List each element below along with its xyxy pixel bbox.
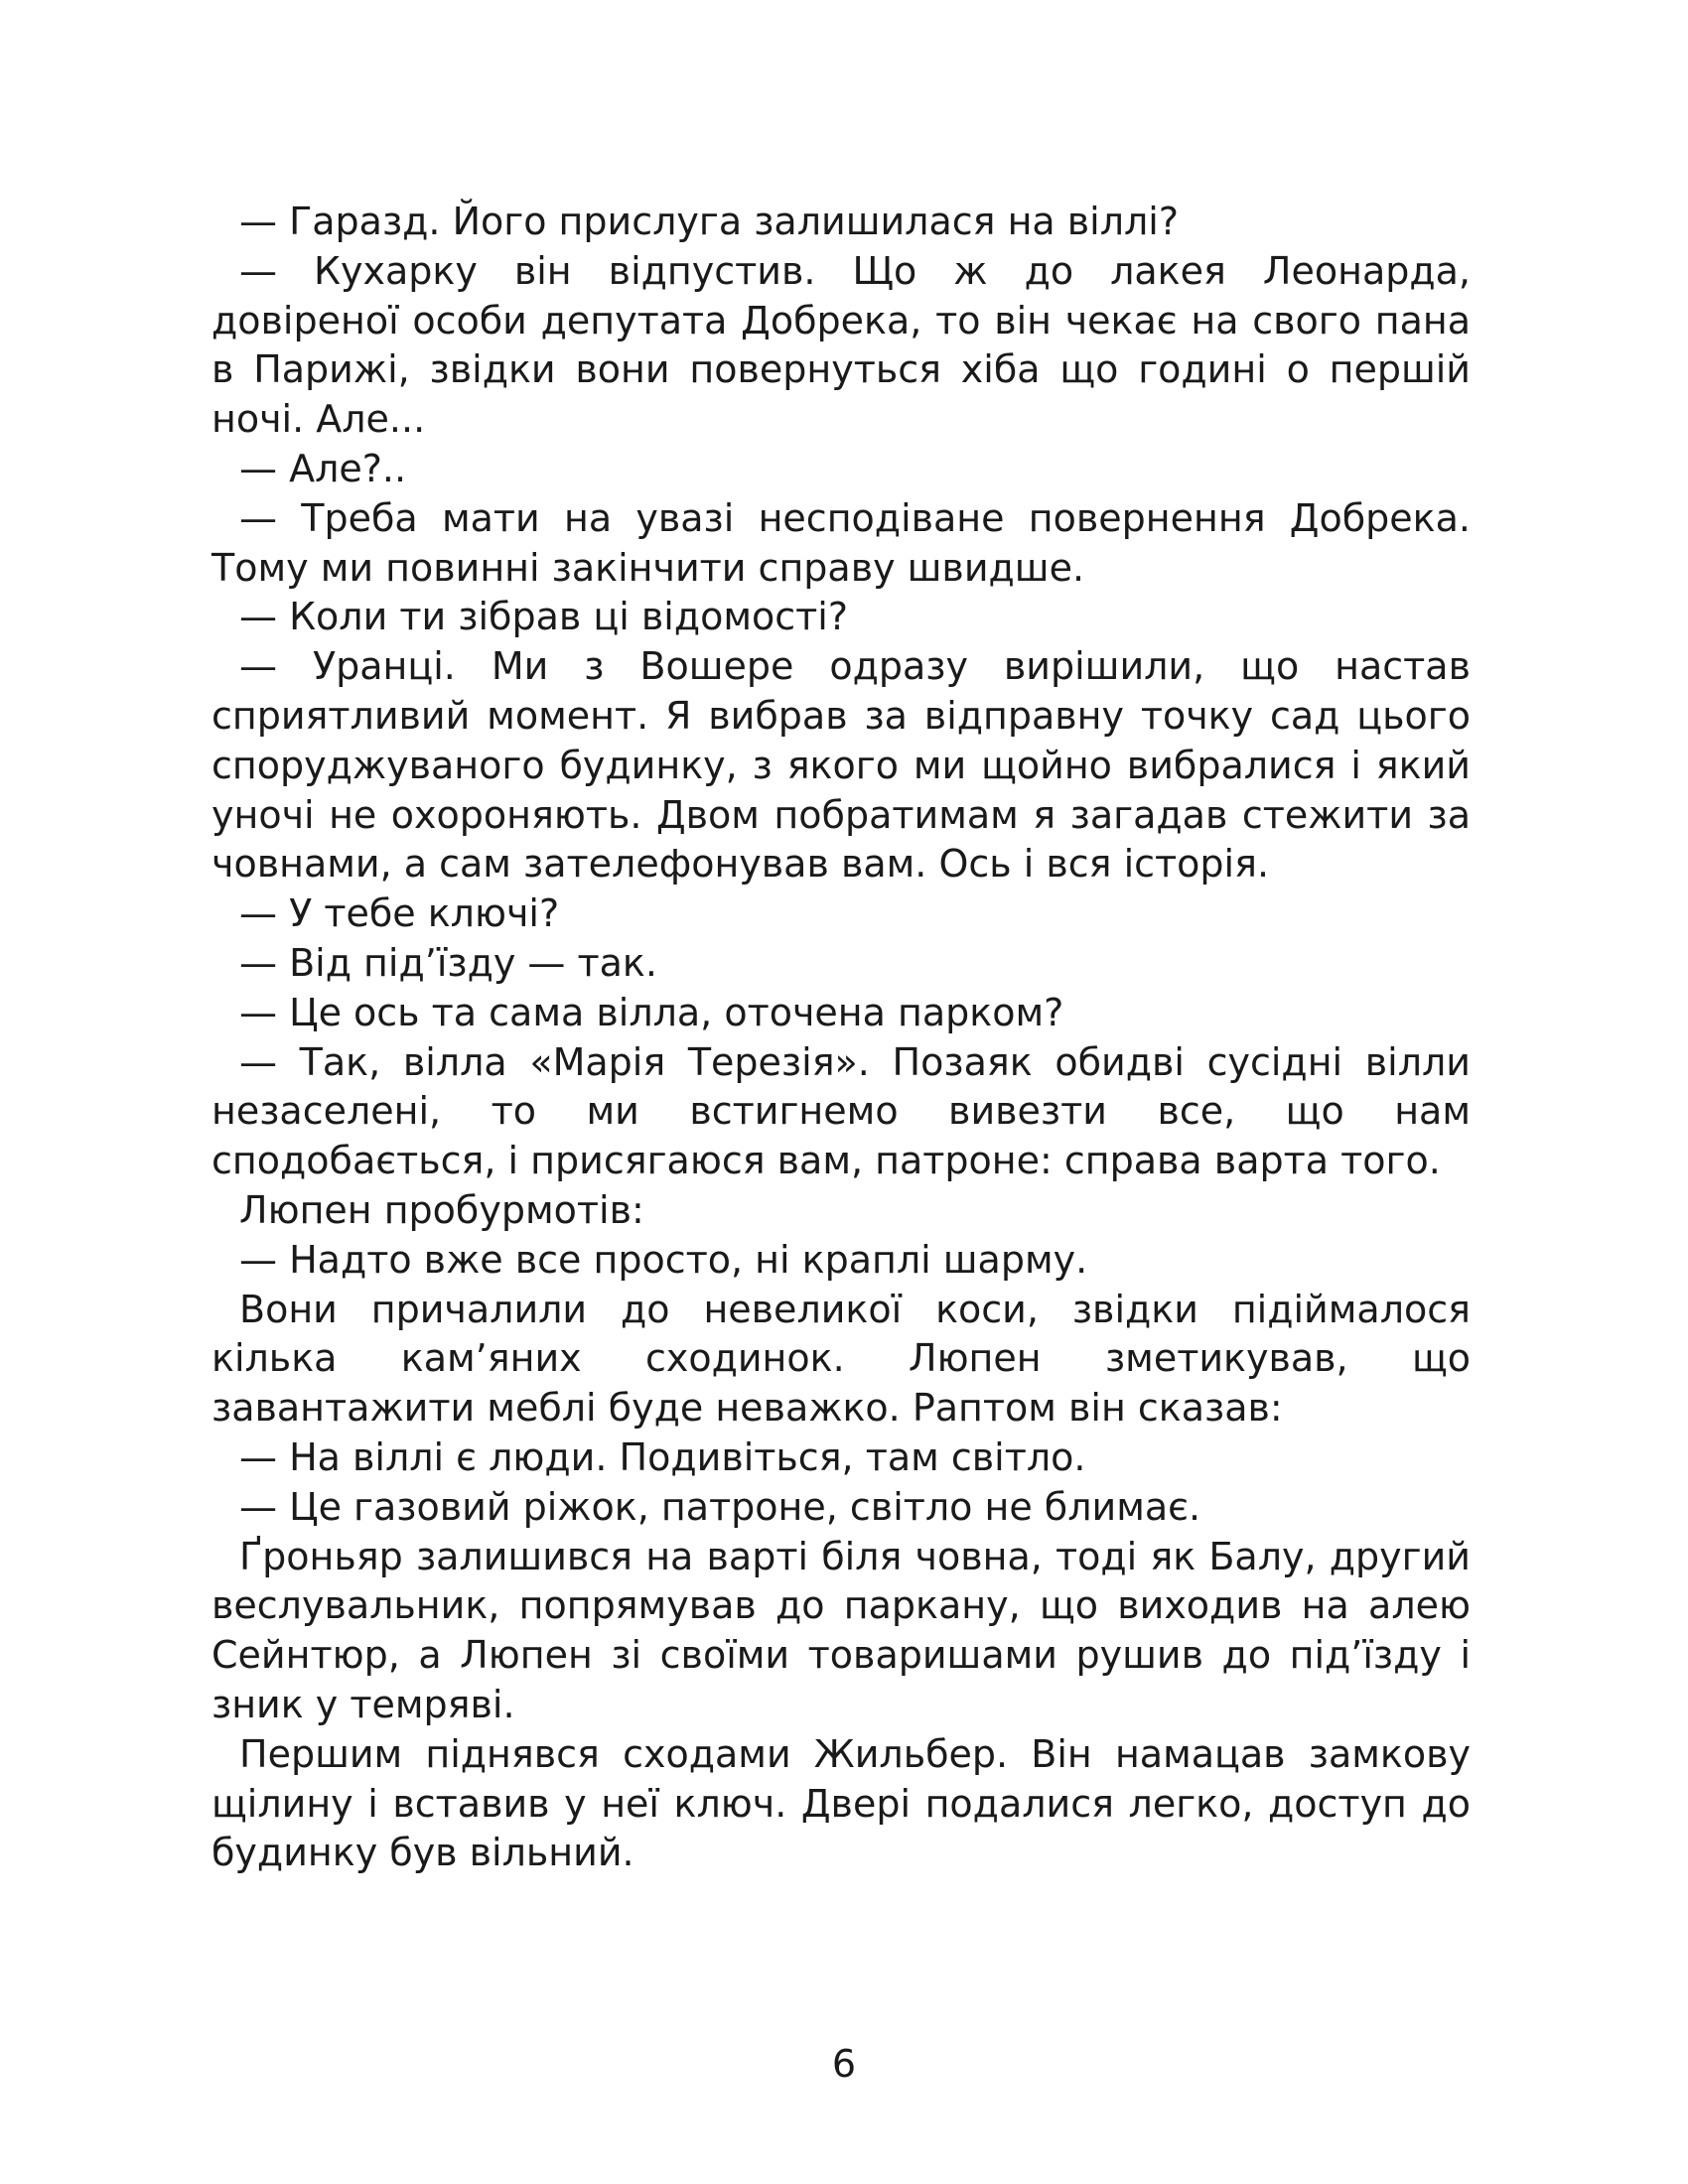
paragraph-13: Вони причалили до невеликої коси, звідки підіймалося кілька кам’яних сходинок. Люпен зметикував, що завантажити меблі буде неважко. Раптом він сказав: <box>211 1287 1471 1431</box>
paragraph-7: — У тебе ключі? <box>239 891 560 936</box>
paragraph-16: Ґроньяр залишився на варті біля човна, тоді як Балу, другий веслувальник, попрямував до паркану, що виходив на алею Сейнтюр, а Люпен зі своїми товаришами рушив до під’їзду і зник у темряві. <box>211 1534 1471 1726</box>
paragraph-1: — Гаразд. Його прислуга залишилася на віллі? <box>239 200 1180 243</box>
paragraph-8: — Від під’їзду — так. <box>239 940 657 985</box>
paragraph-10: — Так, вілла «Марія Терезія». Позаяк обидві сусідні вілли незаселені, то ми встигнемо вивезти все, що нам сподобається, і присягаюся вам, патроне: справа варта того. <box>211 1039 1471 1183</box>
paragraph-6: — Уранці. Ми з Вошере одразу вирішили, що настав сприятливий момент. Я вибрав за відправну точку сад цього споруджуваного будинку, з якого ми щойно вибралися і який уночі не охороняють. Двом побратимам я загадав стежити за човнами, а сам зателефонував вам. Ось і вся історія. <box>211 644 1471 887</box>
page-number: 6 <box>831 2042 857 2086</box>
paragraph-17: Першим піднявся сходами Жильбер. Він намацав замкову щілину і вставив у неї ключ. Двері подалися легко, доступ до будинку був вільний. <box>211 1731 1471 1875</box>
paragraph-15: — Це газовий ріжок, патроне, світло не блимає. <box>239 1484 1201 1529</box>
paragraph-14: — На віллі є люди. Подивіться, там світло. <box>239 1434 1086 1479</box>
paragraph-11: Люпен пробурмотів: <box>239 1187 644 1232</box>
paragraph-4: — Треба мати на увазі несподіване повернення Добрека. Тому ми повинні закінчити справу швидше. <box>211 495 1471 590</box>
paragraph-9: — Це ось та сама вілла, оточена парком? <box>239 990 1064 1034</box>
paragraph-12: — Надто вже все просто, ні краплі шарму. <box>239 1237 1088 1282</box>
paragraph-5: — Коли ти зібрав ці відомості? <box>239 595 849 639</box>
paragraph-3: — Але?.. <box>239 446 407 490</box>
paragraph-2: — Кухарку він відпустив. Що ж до лакея Леонарда, довіреної особи депутата Добрека, то він чекає на свого пана в Парижі, звідки вони повернуться хіба що годині о першій ночі. Але... <box>211 248 1471 442</box>
page-body <box>211 198 1471 1878</box>
